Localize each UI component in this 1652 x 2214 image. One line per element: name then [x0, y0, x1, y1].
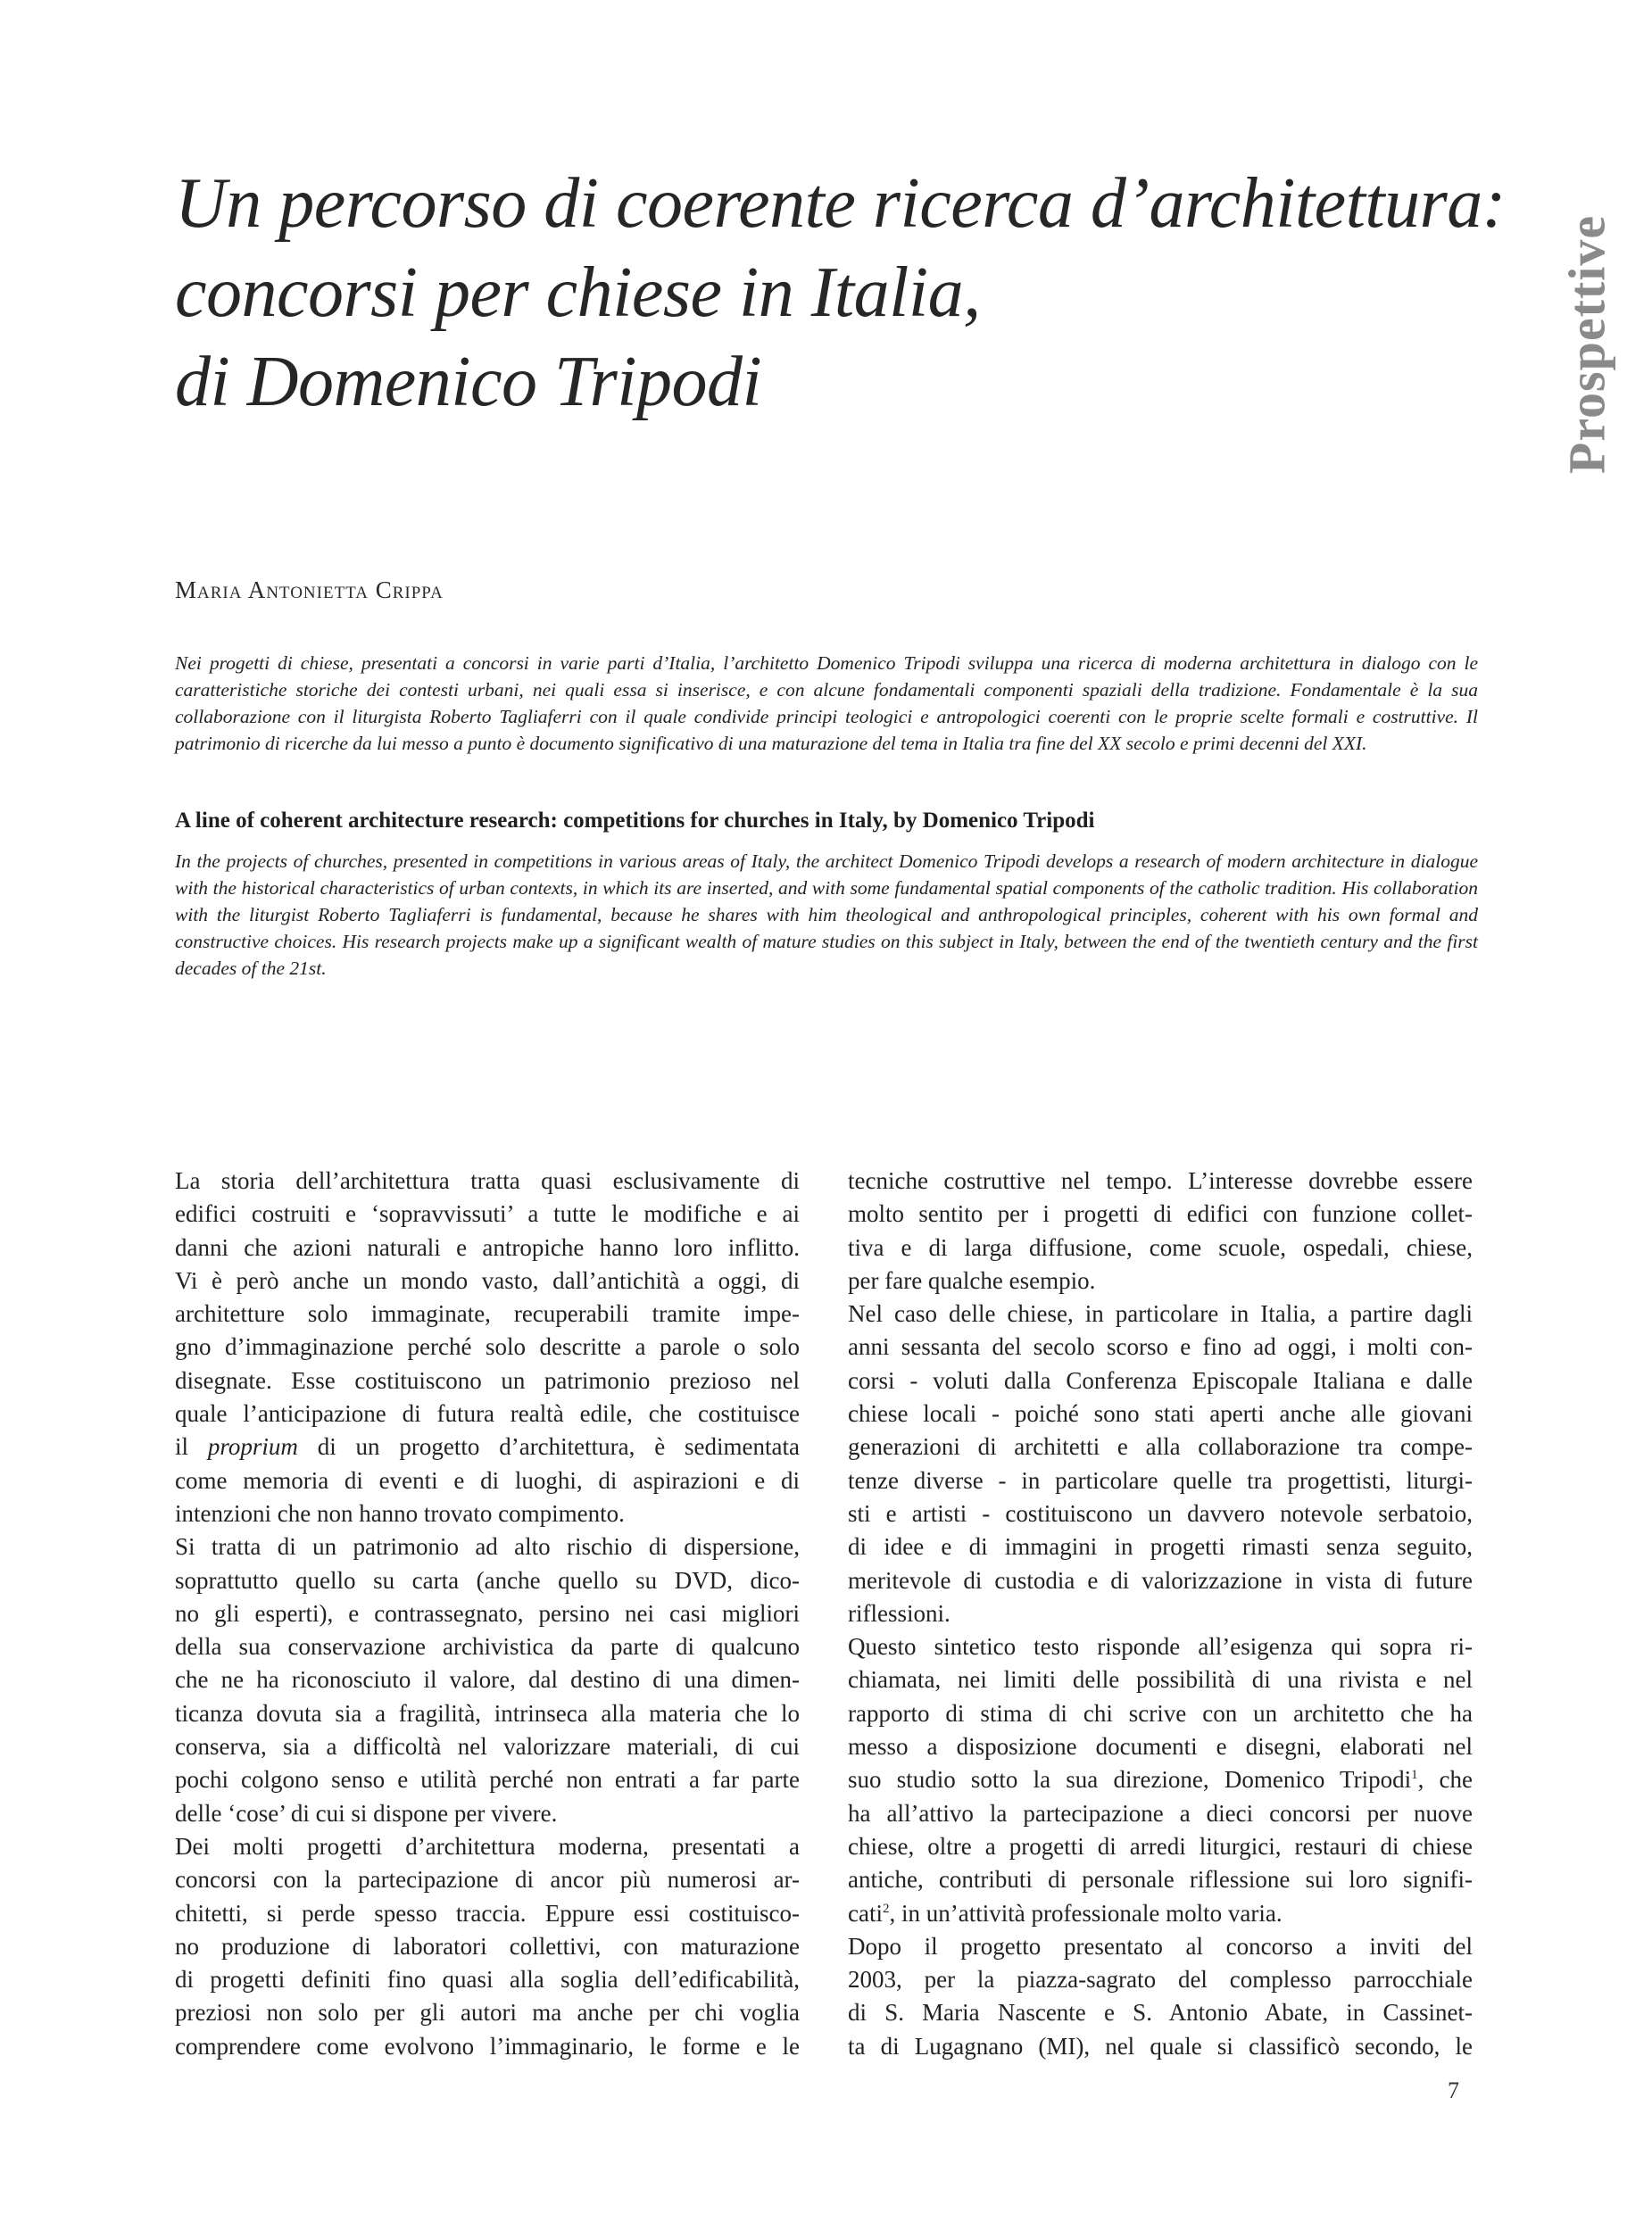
body-line: comprendere come evolvono l’immaginario, le forme e le — [175, 2032, 800, 2060]
title-line: concorsi per chiese in Italia, — [175, 253, 981, 332]
body-line: conserva, sia a difficoltà nel valorizzare materiali, di cui — [175, 1733, 800, 1761]
body-line: no produzione di laboratori collettivi, con maturazione — [175, 1932, 800, 1960]
author-name: Maria Antonietta Crippa — [175, 576, 444, 603]
body-line: architetture solo immaginate, recuperabili tramite impe- — [175, 1300, 800, 1328]
body-line: generazioni di architetti e alla collaborazione tra compe- — [848, 1433, 1473, 1461]
body-line: Si tratta di un patrimonio ad alto rischio di dispersione, — [175, 1533, 800, 1561]
body-line: danni che azioni naturali e antropiche hanno loro inflitto. — [175, 1233, 800, 1261]
body-line: riflessioni. — [848, 1599, 951, 1627]
body-line: intenzioni che non hanno trovato compimento. — [175, 1499, 625, 1527]
body-line: per fare qualche esempio. — [848, 1266, 1096, 1294]
body-line: quale l’anticipazione di futura realtà edile, che costituisce — [175, 1400, 800, 1428]
abstract-italian: Nei progetti di chiese, presentati a concorsi in varie parti d’Italia, l’architetto Domenico Tripodi sviluppa una ricerca di moderna architettura in dialogo con le caratteristiche storiche dei contesti urbani, nei quali essa si inserisce, e con alcune fondamentali componenti spaziali della tradizione. Fondamentale è la sua collaborazione con il liturgista Roberto Tagliaferri con il quale condivide principi teologici e antropologici coerenti con le proprie scelte formali e costruttive. Il patrimonio di ricerche da lui messo a punto è documento significativo di una maturazione del tema in Italia tra fine del XX secolo e primi decenni del XXI. — [175, 652, 1478, 754]
body-line: chiese, oltre a progetti di arredi liturgici, restauri di chiese — [848, 1832, 1473, 1860]
body-line: sti e artisti - costituiscono un davvero notevole serbatoio, — [848, 1499, 1473, 1527]
body-line: no gli esperti), e contrassegnato, persino nei casi migliori — [175, 1599, 800, 1627]
body-line: tiva e di larga diffusione, come scuole, ospedali, chiese, — [848, 1233, 1473, 1261]
body-lines-right — [848, 1165, 1473, 2063]
body-line: come memoria di eventi e di luoghi, di aspirazioni e di — [175, 1466, 800, 1494]
body-line: soprattutto quello su carta (anche quello su DVD, dico- — [175, 1566, 800, 1594]
body-line: molto sentito per i progetti di edifici con funzione collet- — [848, 1200, 1473, 1228]
body-line: corsi - voluti dalla Conferenza Episcopale Italiana e dalle — [848, 1366, 1473, 1394]
body-line: 2003, per la piazza-sagrato del complesso parrocchiale — [848, 1966, 1473, 1994]
body-line: ticanza dovuta sia a fragilità, intrinseca alla materia che lo — [175, 1699, 800, 1727]
body-line: edifici costruiti e ‘sopravvissuti’ a tutte le modifiche e ai — [175, 1200, 800, 1228]
body-line: tecniche costruttive nel tempo. L’interesse dovrebbe essere — [848, 1167, 1473, 1194]
body-line: suo studio sotto la sua direzione, Domenico Tripodi$^1$, che — [848, 1766, 1473, 1794]
body-lines-left — [175, 1165, 800, 2063]
body-line: chitetti, si perde spesso traccia. Eppure essi costituisco- — [175, 1899, 800, 1927]
body-line: Dei molti progetti d’architettura moderna, presentati a — [175, 1832, 800, 1860]
body-line: rapporto di stima di chi scrive con un architetto che ha — [848, 1699, 1473, 1727]
body-line: di idee e di immagini in progetti rimasti senza seguito, — [848, 1533, 1473, 1561]
body-line: chiamata, nei limiti delle possibilità di una rivista e nel — [848, 1666, 1473, 1694]
body-line: disegnate. Esse costituiscono un patrimonio prezioso nel — [175, 1366, 800, 1394]
body-line: Vi è però anche un mondo vasto, dall’antichità a oggi, di — [175, 1266, 800, 1294]
body-line: di S. Maria Nascente e S. Antonio Abate, in Cassinet- — [848, 1999, 1473, 2027]
body-line: preziosi non solo per gli autori ma anche per chi voglia — [175, 1999, 800, 2027]
body-line: che ne ha riconosciuto il valore, dal destino di una dimen- — [175, 1666, 800, 1694]
body-line: di progetti definiti fino quasi alla soglia dell’edificabilità, — [175, 1966, 800, 1994]
body-column-left — [175, 1165, 800, 2063]
body-column-right — [848, 1165, 1473, 2063]
body-line: Dopo il progetto presentato al concorso a inviti del — [848, 1932, 1473, 1960]
body-line: concorsi con la partecipazione di ancor più numerosi ar- — [175, 1866, 800, 1894]
article-title — [175, 159, 1514, 427]
title-line: di Domenico Tripodi — [175, 343, 762, 421]
body-line: Nel caso delle chiese, in particolare in Italia, a partire dagli — [848, 1300, 1473, 1328]
body-line: ha all’attivo la partecipazione a dieci concorsi per nuove — [848, 1799, 1473, 1827]
body-line: meritevole di custodia e di valorizzazione in vista di future — [848, 1566, 1473, 1594]
body-line: tenze diverse - in particolare quelle tra progettisti, liturgi- — [848, 1466, 1473, 1494]
body-line: gno d’immaginazione perché solo descritte a parole o solo — [175, 1333, 800, 1361]
body-line: Questo sintetico testo risponde all’esigenza qui sopra ri- — [848, 1633, 1473, 1661]
body-line: ta di Lugagnano (MI), nel quale si classificò secondo, le — [848, 2032, 1473, 2060]
body-line: chiese locali - poiché sono stati aperti anche alle giovani — [848, 1400, 1473, 1428]
body-line: delle ‘cose’ di cui si dispone per vivere. — [175, 1799, 558, 1827]
section-label — [1555, 211, 1619, 478]
title-line: Un percorso di coerente ricerca d’architettura: — [175, 164, 1506, 243]
section-label-text: Prospettive — [1557, 214, 1616, 475]
body-line: La storia dell’architettura tratta quasi esclusivamente di — [175, 1167, 800, 1194]
page-number: 7 — [1448, 2077, 1459, 2103]
body-line: cati$^2$, in un’attività professionale molto varia. — [848, 1899, 1283, 1927]
body-line: anni sessanta del secolo scorso e fino ad oggi, i molti con- — [848, 1333, 1473, 1361]
body-line: della sua conservazione archivistica da parte di qualcuno — [175, 1633, 800, 1661]
body-line: antiche, contributi di personale riflessione sui loro signifi- — [848, 1866, 1473, 1894]
abstract-english: In the projects of churches, presented in competitions in various areas of Italy, the architect Domenico Tripodi develops a research of modern architecture in dialogue with the historical characteristics of urban contexts, in which its are inserted, and with some fundamental spatial components of the catholic tradition. His collaboration with the liturgist Roberto Tagliaferri is fundamental, because he shares with him theological and anthropological principles, coherent with his own formal and constructive choices. His research projects make up a significant wealth of mature studies on this subject in Italy, between the end of the twentieth century and the first decades of the 21st. — [175, 850, 1478, 979]
body-line: pochi colgono senso e utilità perché non entrati a far parte — [175, 1766, 800, 1794]
english-title: A line of coherent architecture research: competitions for churches in Italy, by Domenico Tripodi — [175, 808, 1095, 833]
body-line: il proprium di un progetto d’architettura, è sedimentata — [175, 1433, 801, 1461]
body-line: messo a disposizione documenti e disegni, elaborati nel — [848, 1733, 1473, 1761]
